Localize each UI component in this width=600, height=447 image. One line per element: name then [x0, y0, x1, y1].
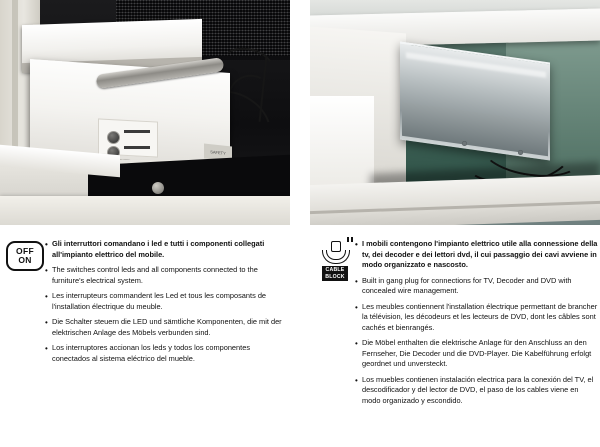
list-item: • I mobili contengono l'impianto elettrico utile alla connessione della tv, dei decoder e dei lettori dvd, il cui passaggio dei cavi avviene in modo organizzato e nascosto.: [362, 239, 598, 271]
left-photo-cabinet-foot: [152, 182, 164, 194]
left-photo: [0, 0, 290, 225]
cable-block-icon-art: [318, 241, 352, 265]
off-on-icon-line1: OFF: [16, 246, 34, 257]
list-item: • Les interrupteurs commandent les Led et tous les composants de l'installation électrique du meuble.: [52, 291, 288, 312]
list-item: • Die Möbel enthalten die elektrische Anlage für den Anschluss an den Fernseher, Die Decoder und die DVD-Player. Die Kabelführung erfolgt geordnet und unversteckt.: [362, 338, 598, 370]
left-photo-switch-knob-1: [107, 131, 120, 144]
cable-block-icon-label: [322, 266, 347, 281]
column-divider: [300, 0, 301, 447]
list-item: • Die Schalter steuern die LED und sämtliche Komponenten, die mit der elektrischen Anlage des Möbels verbunden sind.: [52, 317, 288, 338]
right-icon-box: [316, 241, 356, 281]
list-item: • Los muebles contienen instalación electrica para la conexión del TV, el descodificador y del lector de DVD, el paso de los cables viene en modo organizado y escondido.: [362, 375, 598, 407]
plug-pin-1: [347, 237, 349, 242]
left-column: [0, 0, 290, 447]
right-photo-screw-1: [462, 141, 467, 146]
left-icon-box: [6, 241, 46, 271]
list-item: • Gli interruttori comandano i led e tutti i componenti collegati all'impianto elettrico del mobile.: [52, 239, 288, 260]
plug-pin-2: [351, 237, 353, 242]
off-on-switch-icon: [6, 241, 44, 271]
left-caption: [0, 225, 290, 364]
left-photo-switch-slot-2: [124, 146, 150, 149]
right-photo: [310, 0, 600, 225]
list-item: • Built in gang plug for connections for TV, Decoder and DVD with concealed wire management.: [362, 276, 598, 297]
left-photo-base: [0, 196, 290, 225]
cable-block-label-line1: CABLE: [325, 267, 345, 273]
cable-block-label-line2: BLOCK: [325, 273, 345, 280]
left-photo-warning-label: SAFETY: [204, 144, 232, 162]
right-photo-screw-2: [518, 150, 523, 155]
right-column: [310, 0, 600, 447]
list-item: • Los interruptores accionan los leds y todos los componentes conectados al sistema eléctrico del mueble.: [52, 343, 288, 364]
off-on-icon-line2: ON: [18, 255, 32, 265]
list-item: • Les meubles contiennent l'installation électrique permettant de brancher la télévision, les décodeurs et les lecteurs de DVD, dont les câbles sont cachés et bienrangés.: [362, 302, 598, 334]
cable-block-icon: [316, 241, 354, 281]
list-item: • The switches control leds and all components connected to the furniture's electrical system.: [52, 265, 288, 286]
left-photo-switch-slot-1: [124, 130, 150, 133]
right-caption: [310, 225, 600, 406]
